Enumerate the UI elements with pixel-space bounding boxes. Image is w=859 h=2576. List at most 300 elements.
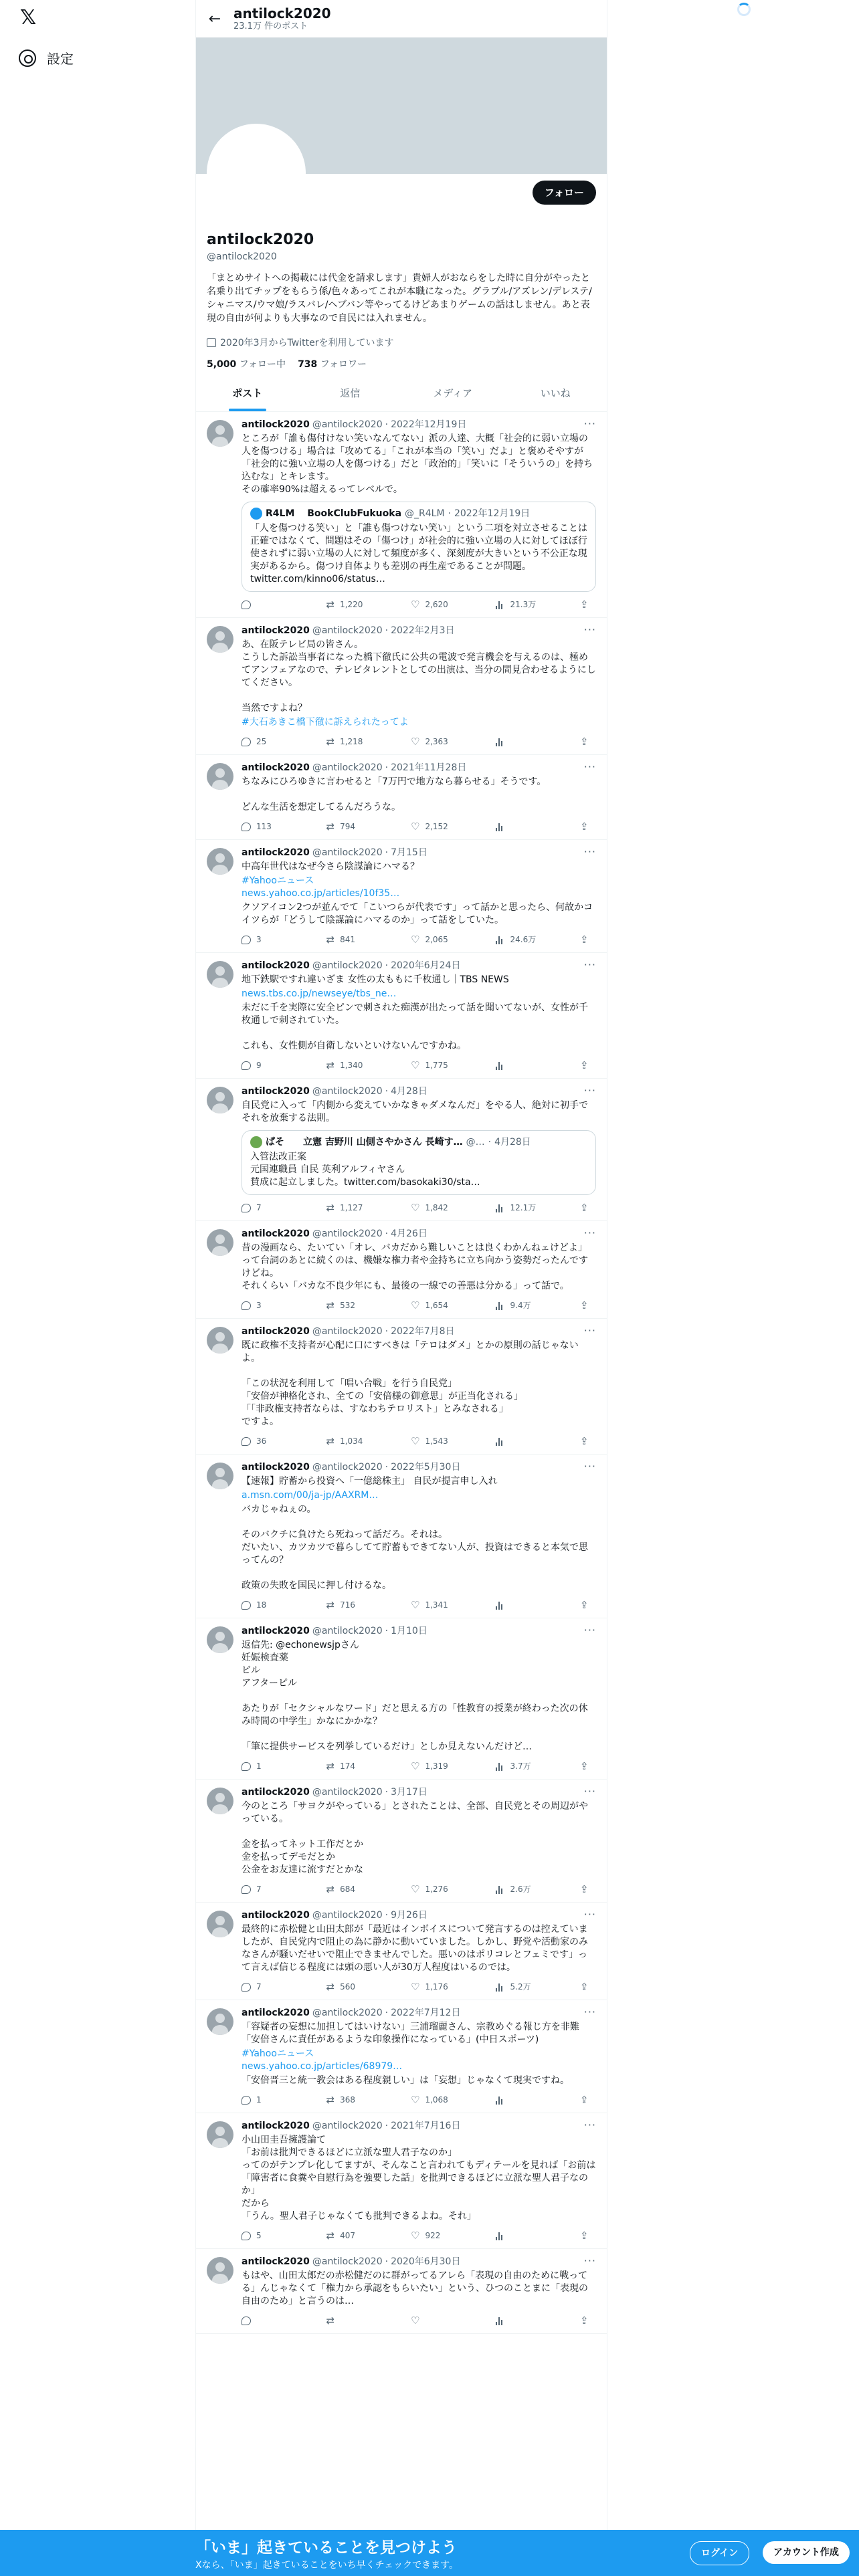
like-button[interactable] [411, 2094, 458, 2107]
retweet-button[interactable] [326, 2314, 373, 2327]
tweet-author-name[interactable]: antilock2020 [242, 1086, 310, 1097]
more-options-icon[interactable]: ··· [583, 1084, 596, 1097]
quoted-tweet-date: 4月28日 [494, 1137, 531, 1148]
tweet-date[interactable]: 2022年7月12日 [391, 2008, 461, 2018]
tweet-date[interactable]: 2020年6月24日 [391, 960, 461, 971]
tweet-avatar[interactable] [207, 2257, 233, 2284]
tweet-author-name[interactable]: antilock2020 [242, 762, 310, 773]
retweet-count: 1,034 [340, 1436, 363, 1446]
reply-count: 7 [256, 1202, 262, 1212]
views-button[interactable] [496, 2232, 543, 2240]
followers-label: フォロワー [320, 359, 367, 370]
views-icon [496, 2317, 505, 2325]
tweet-author-name[interactable]: antilock2020 [242, 2008, 310, 2018]
share-button[interactable] [580, 2314, 589, 2327]
views-button[interactable] [496, 1299, 543, 1312]
tweet-actions [242, 2315, 589, 2327]
retweet-button[interactable] [326, 1599, 373, 1612]
quoted-tweet-separator: · [488, 1137, 492, 1148]
share-button[interactable] [580, 598, 589, 611]
more-options-icon[interactable]: ··· [583, 1460, 596, 1473]
heart-icon: ♡ [411, 1299, 420, 1311]
following-label: フォロー中 [239, 359, 286, 370]
tweet-link[interactable]: #Yahooニュース news.yahoo.co.jp/articles/10f35… [242, 875, 400, 899]
tweet-avatar[interactable] [207, 1327, 233, 1354]
tweet-dot-separator: · [385, 960, 389, 971]
tweet-date[interactable]: 4月28日 [391, 1086, 427, 1097]
tweet-dot-separator: · [385, 1626, 389, 1636]
tweet[interactable] [196, 1455, 607, 1618]
tweet-date[interactable]: 3月17日 [391, 1787, 427, 1798]
share-icon: ⇪ [580, 820, 589, 833]
share-icon: ⇪ [580, 1201, 589, 1214]
views-button[interactable] [496, 1760, 543, 1773]
share-button[interactable] [580, 1759, 589, 1772]
share-button[interactable] [580, 735, 589, 748]
reply-icon [242, 2096, 251, 2105]
more-options-icon[interactable]: ··· [583, 845, 596, 858]
following-link[interactable] [207, 357, 286, 370]
tweet-avatar[interactable] [207, 1911, 233, 1937]
tweet-avatar[interactable] [207, 961, 233, 988]
reply-icon [242, 1983, 251, 1992]
calendar-icon [207, 338, 216, 347]
like-count: 2,620 [425, 599, 448, 609]
like-count: 2,065 [425, 934, 448, 944]
views-count: 2.6万 [510, 1884, 531, 1894]
tweet-author-handle[interactable]: @antilock2020 [312, 2008, 383, 2018]
views-icon [496, 2232, 505, 2240]
views-button[interactable] [496, 599, 543, 611]
share-button[interactable] [580, 2229, 589, 2242]
login-button[interactable]: ログイン [690, 2541, 749, 2565]
follow-button[interactable]: フォロー [533, 181, 596, 205]
retweet-count: 368 [340, 2095, 355, 2105]
quoted-tweet[interactable] [242, 1130, 596, 1195]
views-icon [496, 823, 505, 831]
tweet-link[interactable]: #大石あきこ橋下徹に訴えられたってよ [242, 717, 409, 728]
tweet-header [242, 1461, 596, 1474]
tweet[interactable] [196, 618, 607, 755]
more-options-icon[interactable]: ··· [583, 1908, 596, 1921]
retweet-count: 174 [340, 1761, 355, 1771]
like-button[interactable] [411, 2230, 458, 2242]
tweet-author-name[interactable]: antilock2020 [242, 1910, 310, 1921]
like-button[interactable] [411, 1202, 458, 1214]
share-icon: ⇪ [580, 2093, 589, 2106]
x-logo-icon[interactable]: 𝕏 [20, 6, 37, 29]
tweet-author-name[interactable]: antilock2020 [242, 960, 310, 971]
retweet-icon: ⇄ [326, 1598, 335, 1611]
retweet-count: 1,220 [340, 599, 363, 609]
tweet-author-handle[interactable]: @antilock2020 [312, 847, 383, 858]
tab-replies[interactable]: 返信 [340, 387, 361, 399]
more-options-icon[interactable]: ··· [583, 1324, 596, 1337]
heart-icon: ♡ [411, 2093, 420, 2106]
tweet-date[interactable]: 2020年6月30日 [391, 2256, 461, 2267]
reply-button[interactable] [242, 736, 288, 748]
tweet-author-name[interactable]: antilock2020 [242, 1326, 310, 1337]
share-button[interactable] [580, 820, 589, 833]
like-button[interactable] [411, 1883, 458, 1896]
tweet-author-handle[interactable]: @antilock2020 [312, 1787, 383, 1798]
share-icon: ⇪ [580, 598, 589, 611]
views-button[interactable] [496, 2096, 543, 2105]
retweet-count: 1,218 [340, 736, 363, 746]
tab-posts[interactable]: ポスト [196, 376, 299, 411]
tweet-dot-separator: · [385, 1326, 389, 1337]
reply-icon [242, 2232, 251, 2240]
tweet[interactable] [196, 755, 607, 840]
tweet-date[interactable]: 4月26日 [391, 1228, 427, 1239]
views-button[interactable] [496, 934, 543, 946]
retweet-count: 407 [340, 2230, 355, 2240]
like-button[interactable] [411, 821, 458, 833]
tweet-text: 昔の漫画なら、たいてい「オレ、バカだから難しいことは良くわかんねェけどよ」って台詞のあとに続くのは、機嫌な権力者や金持ちに立ち向かう姿勢だったんですけどね。 それくらい「バカな不良少年にも、最後の一線での善悪は分かる」って話で。 [242, 1243, 588, 1291]
share-icon: ⇪ [580, 1299, 589, 1311]
retweet-button[interactable] [326, 2230, 373, 2242]
quoted-tweet[interactable] [242, 502, 596, 592]
gear-icon [19, 49, 36, 67]
tweet[interactable] [196, 1780, 607, 1903]
tweet[interactable] [196, 1903, 607, 2000]
retweet-button[interactable] [326, 2094, 373, 2107]
tab-media[interactable]: メディア [433, 387, 473, 399]
tweet-actions [242, 1599, 589, 1611]
tweet-date[interactable]: 2022年2月3日 [391, 625, 455, 636]
tweet-author-handle[interactable]: @antilock2020 [312, 625, 383, 636]
reply-button[interactable] [242, 1981, 288, 1994]
retweet-icon: ⇄ [326, 2229, 335, 2242]
tweet-header [242, 1228, 596, 1241]
reply-button[interactable] [242, 1299, 288, 1312]
share-button[interactable] [580, 933, 589, 946]
views-count: 24.6万 [510, 934, 537, 944]
retweet-button[interactable] [326, 1059, 373, 1072]
tweet-avatar[interactable] [207, 1626, 233, 1653]
views-button[interactable] [496, 823, 543, 831]
tweet-actions [242, 2230, 589, 2242]
like-button[interactable] [411, 1059, 458, 1072]
more-options-icon[interactable]: ··· [583, 623, 596, 636]
reply-button[interactable] [242, 601, 288, 609]
reply-icon [242, 936, 251, 944]
share-button[interactable] [580, 1061, 589, 1070]
tweet-author-name[interactable]: antilock2020 [242, 2121, 310, 2131]
tweet-date[interactable]: 2022年7月8日 [391, 1326, 455, 1337]
quoted-tweet-header [250, 508, 587, 520]
retweet-button[interactable] [326, 1299, 373, 1312]
tweet-link[interactable]: #Yahooニュース news.yahoo.co.jp/articles/68979… [242, 2048, 403, 2072]
like-button[interactable] [411, 599, 458, 611]
views-count: 12.1万 [510, 1202, 537, 1212]
tweet-feed [196, 412, 607, 2334]
tweet-author-name[interactable]: antilock2020 [242, 1787, 310, 1798]
left-navigation [0, 0, 195, 2576]
reply-button[interactable] [242, 2230, 288, 2242]
tweet-avatar[interactable] [207, 626, 233, 653]
tweet-actions [242, 821, 589, 833]
heart-icon: ♡ [411, 1883, 420, 1895]
more-options-icon[interactable]: ··· [583, 417, 596, 430]
tweet-dot-separator: · [385, 2121, 389, 2131]
views-button[interactable] [496, 1981, 543, 1994]
tweet-actions [242, 2094, 589, 2106]
like-button[interactable] [411, 1981, 458, 1994]
tweet-author-name[interactable]: antilock2020 [242, 625, 310, 636]
retweet-icon: ⇄ [326, 735, 335, 748]
tweet-author-name[interactable]: antilock2020 [242, 419, 310, 430]
share-button[interactable] [580, 1885, 589, 1894]
tweet-author-name[interactable]: antilock2020 [242, 847, 310, 858]
quoted-tweet-handle: @… [466, 1137, 485, 1148]
views-button[interactable] [496, 738, 543, 746]
share-button[interactable] [580, 1201, 589, 1214]
heart-icon: ♡ [411, 1434, 420, 1447]
tweet-avatar[interactable] [207, 763, 233, 790]
views-button[interactable] [496, 2317, 543, 2325]
more-options-icon[interactable]: ··· [583, 2254, 596, 2267]
heart-icon: ♡ [411, 1201, 420, 1214]
views-icon [496, 1601, 505, 1610]
retweet-button[interactable] [326, 821, 373, 833]
reply-icon [242, 1762, 251, 1771]
like-button[interactable] [411, 934, 458, 946]
reply-button[interactable] [242, 1760, 288, 1773]
reply-icon [242, 1061, 251, 1070]
tweet-author-name[interactable]: antilock2020 [242, 1462, 310, 1473]
tweet-date[interactable]: 9月26日 [391, 1910, 427, 1921]
retweet-button[interactable] [326, 1760, 373, 1773]
like-button[interactable] [411, 1760, 458, 1773]
reply-count: 113 [256, 821, 272, 831]
tweet-author-handle[interactable]: @antilock2020 [312, 2256, 383, 2267]
follow-stats [207, 357, 367, 370]
tweet-text: 自民党に入って「内側から変えていかなきゃダメなんだ」をやる人、絶対に初手でそれを放棄する法則。 [242, 1100, 588, 1123]
more-options-icon[interactable]: ··· [583, 760, 596, 773]
retweet-button[interactable] [326, 736, 373, 748]
tweet-text: 最終的に赤松健と山田太郎が「最近はインボイスについて発言するのは控えていましたが、自民党内で阻止の為に静かに動いていました。しかし、野党や活動家のみなさんが騒いだせいで阻止できませんでした。悪いのはポリコレとフェミです」って言えば信じる程度には頭の悪い人が30万人程度はいるのでは。 [242, 1924, 588, 1973]
tweet-author-handle[interactable]: @antilock2020 [312, 1462, 383, 1473]
tweet-actions [242, 934, 589, 946]
followers-link[interactable] [298, 357, 367, 370]
retweet-button[interactable] [326, 1202, 373, 1214]
tweet-dot-separator: · [385, 762, 389, 773]
more-options-icon[interactable]: ··· [583, 2006, 596, 2018]
reply-button[interactable] [242, 2094, 288, 2107]
retweet-icon: ⇄ [326, 1201, 335, 1214]
tweet-date[interactable]: 1月10日 [391, 1626, 427, 1636]
reply-icon [242, 1204, 251, 1212]
reply-count: 7 [256, 1884, 262, 1894]
retweet-button[interactable] [326, 934, 373, 946]
share-button[interactable] [580, 1980, 589, 1993]
retweet-count: 794 [340, 821, 355, 831]
tweet[interactable] [196, 2249, 607, 2334]
like-button[interactable] [411, 1435, 458, 1448]
retweet-count: 716 [340, 1600, 355, 1610]
quoted-tweet-text: 入管法改正案 元国連職員 自民 英利アルフィヤさん 賛成に起立しました。twitter.com/basokaki30/sta… [250, 1152, 480, 1188]
share-icon: ⇪ [580, 2314, 589, 2327]
views-count: 3.7万 [510, 1761, 531, 1771]
more-options-icon[interactable]: ··· [583, 1785, 596, 1798]
reply-count: 5 [256, 2230, 262, 2240]
tweet-actions [242, 1299, 589, 1311]
tweet[interactable] [196, 1319, 607, 1455]
more-options-icon[interactable]: ··· [583, 2119, 596, 2131]
more-options-icon[interactable]: ··· [583, 1624, 596, 1636]
reply-button[interactable] [242, 1435, 288, 1448]
profile-name: antilock2020 [207, 231, 314, 248]
tweet[interactable] [196, 840, 607, 953]
retweet-button[interactable] [326, 599, 373, 611]
tweet-link[interactable]: a.msn.com/00/ja-jp/AAXRM… [242, 1490, 379, 1501]
tweet-author-handle[interactable]: @antilock2020 [312, 1228, 383, 1239]
views-button[interactable] [496, 1202, 543, 1214]
tweet-date[interactable]: 2022年12月19日 [391, 419, 467, 430]
tweet-author-handle[interactable]: @antilock2020 [312, 1910, 383, 1921]
tweet-actions [242, 1883, 589, 1895]
like-count: 1,543 [425, 1436, 448, 1446]
share-icon: ⇪ [580, 1883, 589, 1895]
tweet-header [242, 1625, 596, 1638]
reply-count: 3 [256, 934, 262, 944]
share-icon: ⇪ [580, 933, 589, 946]
reply-button[interactable] [242, 821, 288, 833]
tweet[interactable] [196, 1079, 607, 1221]
share-icon: ⇪ [580, 1434, 589, 1447]
tweet-header [242, 960, 596, 972]
tweet-header [242, 762, 596, 774]
tweet-header [242, 1909, 596, 1922]
tweet-dot-separator: · [385, 1086, 389, 1097]
tweet-author-handle[interactable]: @antilock2020 [312, 960, 383, 971]
more-options-icon[interactable]: ··· [583, 1226, 596, 1239]
tweet-author-handle[interactable]: @antilock2020 [312, 762, 383, 773]
tweet[interactable] [196, 2113, 607, 2249]
retweet-button[interactable] [326, 1981, 373, 1994]
tweet-header [242, 1085, 596, 1098]
back-arrow-icon[interactable]: ← [208, 10, 221, 27]
views-button[interactable] [496, 1601, 543, 1610]
tweet-author-name[interactable]: antilock2020 [242, 2256, 310, 2267]
tweet-author-name[interactable]: antilock2020 [242, 1626, 310, 1636]
tweet-author-name[interactable]: antilock2020 [242, 1228, 310, 1239]
reply-count: 25 [256, 736, 267, 746]
reply-icon [242, 601, 251, 609]
tweet[interactable] [196, 2000, 607, 2113]
like-button[interactable] [411, 1299, 458, 1312]
heart-icon: ♡ [411, 933, 420, 946]
retweet-button[interactable] [326, 1883, 373, 1896]
tweet[interactable] [196, 1618, 607, 1780]
reply-button[interactable] [242, 1883, 288, 1896]
tweet-date[interactable]: 2022年5月30日 [391, 1462, 461, 1473]
tweet-dot-separator: · [385, 625, 389, 636]
views-icon [496, 1437, 505, 1446]
tweet[interactable] [196, 953, 607, 1079]
views-icon [496, 1885, 505, 1894]
share-button[interactable] [580, 1434, 589, 1447]
tweet-author-handle[interactable]: @antilock2020 [312, 2121, 383, 2131]
reply-button[interactable] [242, 1059, 288, 1072]
reply-icon [242, 1885, 251, 1894]
views-button[interactable] [496, 1061, 543, 1070]
tweet-avatar[interactable] [207, 2008, 233, 2035]
reply-button[interactable] [242, 2317, 288, 2325]
retweet-button[interactable] [326, 1435, 373, 1448]
tweet-date[interactable]: 7月15日 [391, 847, 427, 858]
reply-button[interactable] [242, 1599, 288, 1612]
tweet-author-handle[interactable]: @antilock2020 [312, 1326, 383, 1337]
like-button[interactable] [411, 736, 458, 748]
tweet-text-continued: 未だに千を実際に安全ピンで刺された痴漢が出たって話を聞いてないが、女性が千枚通しで刺されていた。 これも、女性側が自衛しないといけないんですかね。 [242, 1002, 588, 1051]
tab-likes[interactable]: いいね [540, 387, 571, 399]
like-button[interactable] [411, 1599, 458, 1612]
tweet-author-handle[interactable]: @antilock2020 [312, 1626, 383, 1636]
share-button[interactable] [580, 2093, 589, 2106]
tweet-text: もはや、山田太郎だの赤松健だのに群がってるアレら「表現の自由のために戦ってる」んじゃなくて「権力から承認をもらいたい」という、ひつのことまに「表現の自由のため」と言うのは… [242, 2270, 588, 2306]
profile-avatar[interactable] [207, 124, 306, 223]
signup-button[interactable]: アカウント作成 [763, 2541, 850, 2564]
tweet-date[interactable]: 2021年7月16日 [391, 2121, 461, 2131]
tweet-header [242, 2120, 596, 2133]
quoted-tweet-text: 「人を傷つける笑い」と「誰も傷つけない笑い」という二項を対立させることは正確ではなくて、問題はその「傷つけ」が社会的に強い立場の人に対してほぼ行使されずに弱い立場の人に対して頻度が多く、深刻度が大きいという不公正な現実があるから。傷つけ自体よりも差別の再生産であることが問題。 twitter.com/kinno06/status… [250, 523, 587, 584]
tweet-dot-separator: · [385, 1228, 389, 1239]
tweet-author-handle[interactable]: @antilock2020 [312, 419, 383, 430]
tweet[interactable] [196, 1221, 607, 1319]
tweet-author-handle[interactable]: @antilock2020 [312, 1086, 383, 1097]
tweet-avatar[interactable] [207, 420, 233, 447]
tweet-avatar[interactable] [207, 1229, 233, 1256]
tweet-text: あ、在阪テレビ局の皆さん。 こうした訴訟当事者になった橋下徹氏に公共の電波で発言機会を与えるのは、極めてアンフェアなので、テレビタレントとしての出演は、当分の間見合わせるようにしてください。 当然ですよね？ [242, 639, 596, 714]
views-button[interactable] [496, 1883, 543, 1896]
tweet-avatar[interactable] [207, 1087, 233, 1113]
retweet-icon: ⇄ [326, 1980, 335, 1993]
retweet-count: 532 [340, 1300, 355, 1310]
nav-settings-link[interactable] [19, 48, 74, 68]
share-button[interactable] [580, 1301, 589, 1310]
followers-count: 738 [298, 359, 318, 370]
nav-settings-label: 設定 [47, 51, 74, 67]
tweet-dot-separator: · [385, 847, 389, 858]
share-button[interactable] [580, 1598, 589, 1611]
views-button[interactable] [496, 1437, 543, 1446]
more-options-icon[interactable]: ··· [583, 958, 596, 971]
retweet-count: 1,127 [340, 1202, 363, 1212]
quoted-tweet-handle: @_R4LM [405, 508, 445, 519]
tweet-header [242, 847, 596, 859]
views-icon [496, 2096, 505, 2105]
tweet[interactable] [196, 412, 607, 618]
reply-button[interactable] [242, 1202, 288, 1214]
reply-button[interactable] [242, 934, 288, 946]
tweet-date[interactable]: 2021年11月28日 [391, 762, 467, 773]
tweet-avatar[interactable] [207, 1463, 233, 1489]
tweet-avatar[interactable] [207, 1788, 233, 1814]
like-button[interactable] [411, 2314, 458, 2327]
quoted-tweet-header [250, 1136, 587, 1149]
reply-icon [242, 1437, 251, 1446]
quoted-tweet-author-name: R4LM BookClubFukuoka [266, 508, 402, 519]
views-icon [496, 1762, 505, 1771]
tweet-avatar[interactable] [207, 848, 233, 875]
bottom-bar-subtitle: Xなら、「いま」起きていることをいち早くチェックできます。 [195, 2560, 459, 2571]
tweet-header [242, 2007, 596, 2020]
main-column [195, 0, 607, 2576]
tweet-avatar[interactable] [207, 2121, 233, 2148]
tweet-link[interactable]: news.tbs.co.jp/newseye/tbs_ne… [242, 988, 397, 999]
